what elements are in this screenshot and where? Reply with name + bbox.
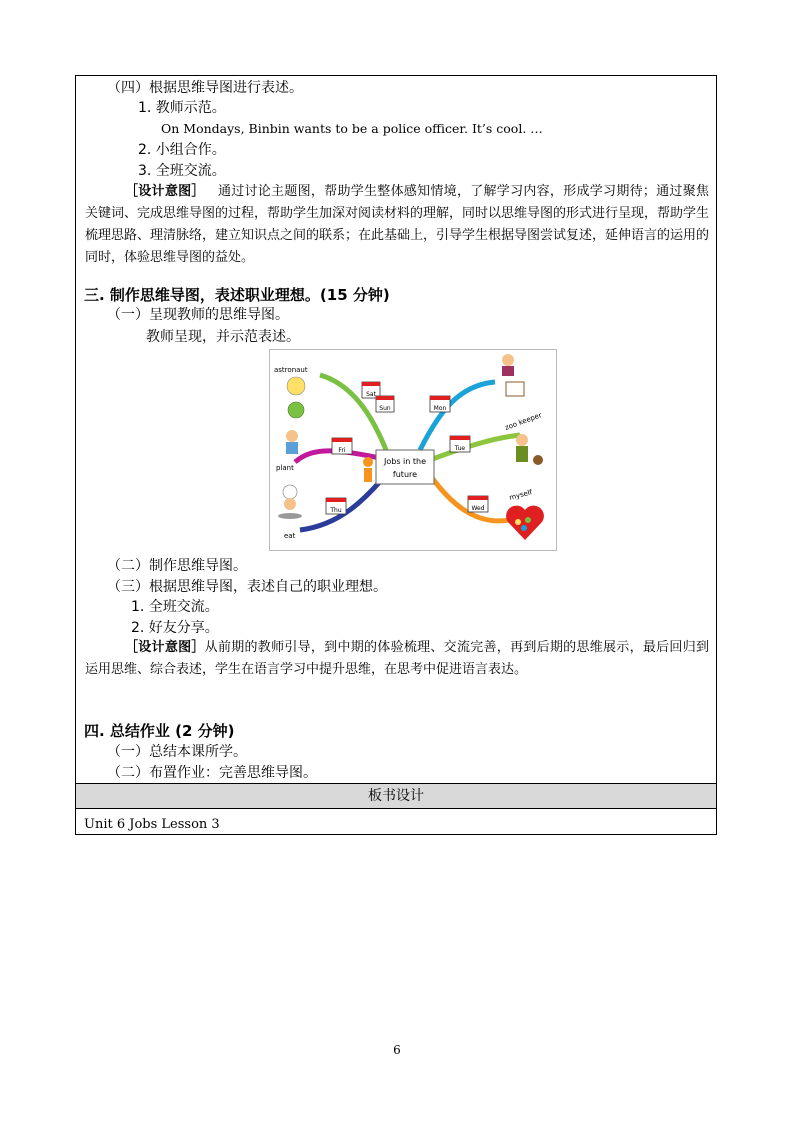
branch-label: eat <box>284 532 296 540</box>
branch-label: myself <box>508 488 534 502</box>
mind-map-figure <box>269 349 557 551</box>
section-4-title: 四. 总结作业 (2 分钟) <box>84 722 235 740</box>
calendar-icon <box>376 396 394 412</box>
branch-label: zoo keeper <box>503 411 543 432</box>
svg-text:Tue: Tue <box>454 445 466 452</box>
svg-text:Wed: Wed <box>471 505 485 512</box>
calendar-icon <box>468 496 488 512</box>
heart-picture <box>506 506 544 540</box>
center-label: Jobs in the <box>383 457 427 466</box>
section-3-subheading: （三）根据思维导图，表述自己的职业理想。 <box>107 579 387 595</box>
calendar-icon <box>326 498 346 514</box>
zookeeper-picture <box>516 434 543 465</box>
design-intent-label: ［设计意图］ <box>125 184 205 199</box>
step-item: 1. 教师示范。 <box>138 100 226 116</box>
painter-picture <box>502 354 524 396</box>
step-item: 2. 小组合作。 <box>138 142 226 158</box>
branch-label: plant <box>276 464 294 472</box>
board-design-header: 板书设计 <box>76 783 716 809</box>
calendar-icon <box>450 436 470 452</box>
calendar-icon <box>332 438 352 454</box>
svg-text:Sat: Sat <box>366 391 376 398</box>
section-3-subheading: （一）呈现教师的思维导图。 <box>107 307 289 323</box>
section-4-item: （一）总结本课所学。 <box>107 744 247 760</box>
svg-text:Sun: Sun <box>379 405 391 412</box>
step-item: 1. 全班交流。 <box>131 599 219 615</box>
section-3-subheading: （二）制作思维导图。 <box>107 558 247 574</box>
chef-picture <box>278 485 302 519</box>
design-intent-paragraph <box>85 181 709 269</box>
design-intent-label: ［设计意图］ <box>125 640 205 655</box>
section-4-item: （二）布置作业：完善思维导图。 <box>107 765 317 781</box>
section-4-subheading: （四）根据思维导图进行表述。 <box>107 80 303 96</box>
board-design-content: Unit 6 Jobs Lesson 3 <box>84 817 220 832</box>
example-sentence: On Mondays, Binbin wants to be a police officer. It’s cool. … <box>161 121 543 136</box>
design-intent-text: 从前期的教师引导，到中期的体验梳理、交流完善，再到后期的思维展示，最后回归到运用思维、综合表述，学生在语言学习中提升思维，在思考中促进语言表达。 <box>85 640 709 677</box>
calendar-icon <box>430 396 450 412</box>
design-intent-text: 通过讨论主题图，帮助学生整体感知情境，了解学习内容，形成学习期待；通过聚焦关键词、完成思维导图的过程，帮助学生加深对阅读材料的理解，同时以思维导图的形式进行呈现，帮助学生梳理思路、理清脉络，建立知识点之间的联系；在此基础上，引导学生根据导图尝试复述，延伸语言的运用的同时，体验思维导图的益处。 <box>85 184 710 265</box>
farmer-picture <box>286 430 298 454</box>
teacher-note: 教师呈现，并示范表述。 <box>146 329 300 345</box>
svg-text:Mon: Mon <box>433 405 447 412</box>
section-3-title: 三. 制作思维导图，表述职业理想。(15 分钟) <box>84 286 390 304</box>
page-number: 6 <box>393 1043 401 1057</box>
astronaut-picture <box>287 377 305 418</box>
mind-map-illustration <box>270 350 556 550</box>
step-item: 3. 全班交流。 <box>138 163 226 179</box>
center-label: future <box>392 470 418 479</box>
svg-text:Thu: Thu <box>330 507 342 514</box>
design-intent-paragraph <box>85 637 709 681</box>
step-item: 2. 好友分享。 <box>131 620 219 636</box>
svg-text:Fri: Fri <box>338 447 346 454</box>
branch-label: astronaut <box>274 366 308 374</box>
